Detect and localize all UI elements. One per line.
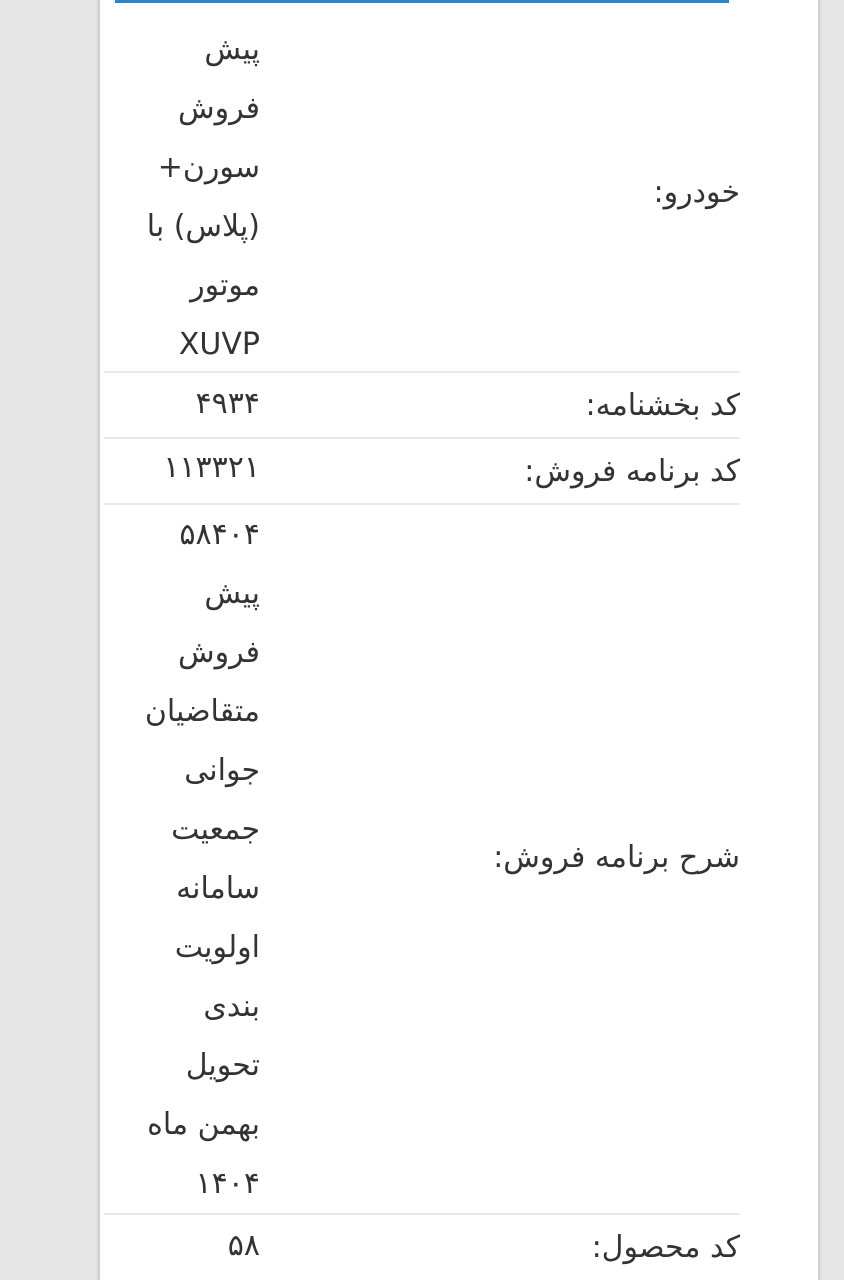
- row-sales-program-code-value: [130, 438, 260, 497]
- value-line: ۵۸: [227, 1228, 260, 1263]
- row-circular-code: [104, 374, 740, 436]
- value-line: جوانی: [184, 753, 260, 788]
- value-line: (پلاس) با: [146, 209, 260, 244]
- value-line: اولویت: [174, 930, 260, 965]
- row-sales-program-description-label: شرح برنامه فروش:: [493, 840, 740, 875]
- value-line: ۱۱۳۳۲۱: [163, 450, 260, 485]
- value-line: سامانه: [176, 871, 260, 906]
- value-line: جمعیت: [171, 812, 260, 847]
- value-line: بندی: [203, 989, 260, 1024]
- value-line: XUVP: [178, 327, 260, 362]
- row-car: [104, 20, 740, 370]
- value-line: ۵۸۴۰۴: [179, 517, 260, 552]
- value-line: موتور: [190, 268, 260, 303]
- value-line: ۱۴۰۴: [195, 1166, 260, 1201]
- row-sales-program-description: [104, 505, 740, 1211]
- row-car-label: خودرو:: [653, 175, 740, 210]
- row-product-code-value: [130, 1216, 260, 1275]
- accent-top-border: [115, 0, 729, 3]
- row-car-value: [130, 20, 260, 374]
- value-line: پیش: [204, 32, 260, 67]
- row-divider: [104, 1213, 740, 1215]
- row-circular-code-label: کد بخشنامه:: [585, 388, 740, 423]
- value-line: سورن+: [157, 150, 260, 185]
- value-line: فروش: [177, 91, 260, 126]
- row-sales-program-code-label: کد برنامه فروش:: [524, 454, 740, 489]
- value-line: پیش: [204, 576, 260, 611]
- value-line: ۴۹۳۴: [195, 386, 260, 421]
- row-sales-program-code: [104, 440, 740, 502]
- value-line: فروش: [177, 635, 260, 670]
- row-product-code: [104, 1216, 740, 1280]
- value-line: تحویل: [185, 1048, 260, 1083]
- row-product-code-label: کد محصول:: [591, 1230, 740, 1265]
- value-line: بهمن ماه: [147, 1107, 260, 1142]
- value-line: متقاضیان: [144, 694, 260, 729]
- row-circular-code-value: [130, 374, 260, 433]
- row-sales-program-description-value: [130, 505, 260, 1213]
- row-divider: [104, 371, 740, 373]
